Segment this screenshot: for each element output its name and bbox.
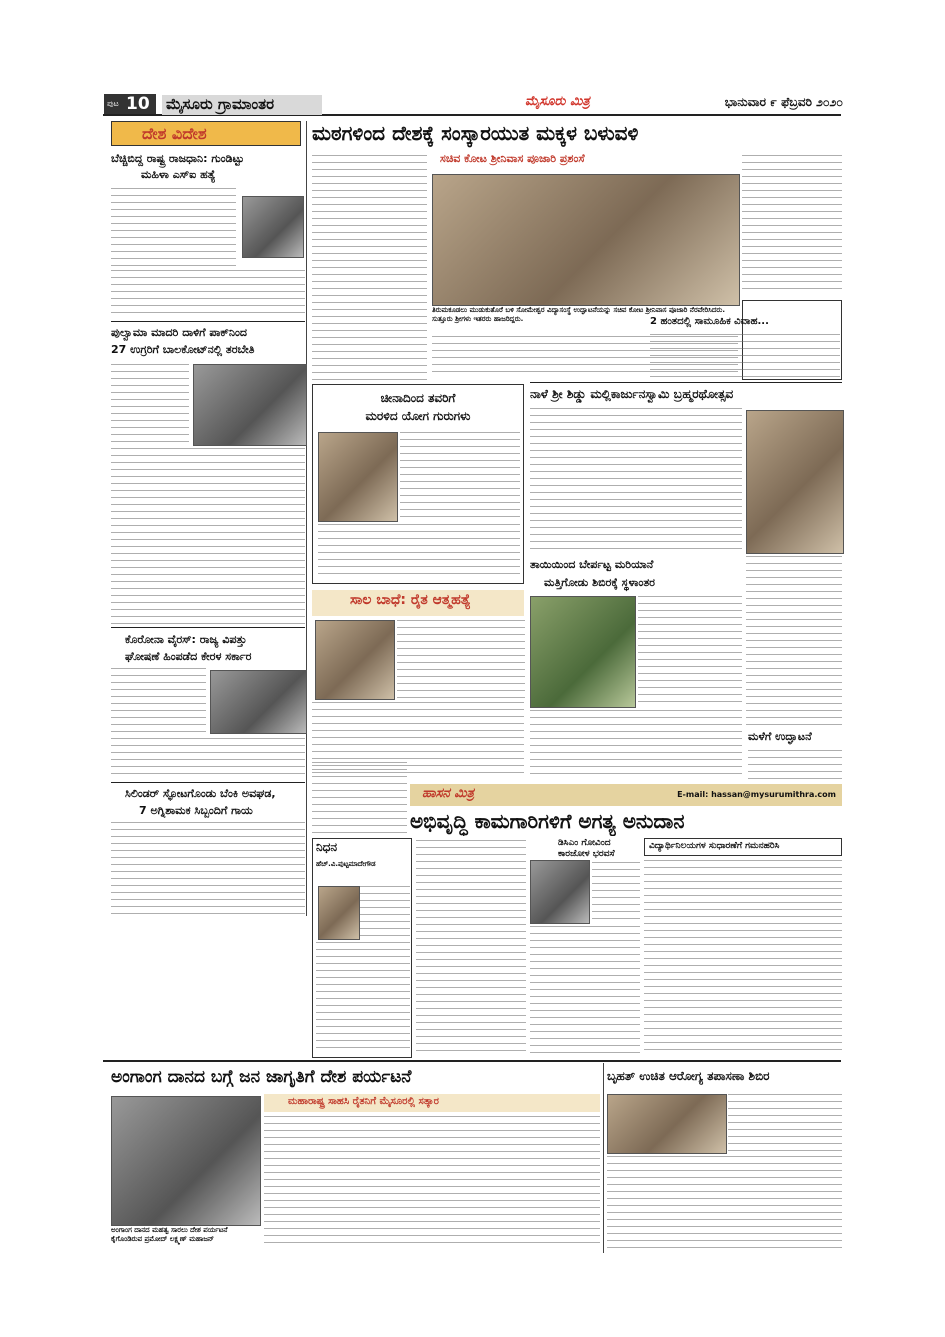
temple-photo: [746, 410, 844, 554]
yoga-body-cont: [318, 524, 520, 580]
story2-body-cont: [111, 448, 305, 624]
obit-neighbor-body: [312, 762, 407, 834]
lead-body-left: [312, 155, 427, 380]
hassan-label: ಹಾಸನ ಮಿತ್ರ: [422, 786, 475, 801]
rain-title: ಮಳೆಗೆ ಉದ್ಘಾಟನೆ: [748, 730, 812, 743]
story1-title: [111, 151, 305, 185]
story1-photo: [242, 196, 304, 258]
yoga-title-line2: ಮರಳಿದ ಯೋಗ ಗುರುಗಳು: [365, 409, 471, 423]
hassan-body-mid: [530, 926, 640, 1056]
dcm-body: [592, 862, 640, 922]
page-label: ಪುಟ: [107, 99, 119, 108]
desha-videsha-label-box: [111, 121, 301, 146]
story3-body-cont: [111, 738, 305, 780]
organ-photo: [111, 1096, 261, 1226]
lead-subhead: ಸಚಿವ ಕೋಟ ಶ್ರೀನಿವಾಸ ಪೂಜಾರಿ ಪ್ರಶಂಸೆ: [440, 152, 585, 165]
masthead: ಮೈಸೂರು ಮಿತ್ರ: [525, 94, 590, 109]
dcm-quote-line1: ಡಿಸಿಎಂ ಗೋವಿಂದ: [558, 838, 611, 848]
brahma-body: [530, 408, 742, 553]
yoga-title-line1: ಚೀನಾದಿಂದ ತವರಿಗೆ: [380, 391, 456, 405]
marriage-title: 2 ಹಂತದಲ್ಲಿ ಸಾಮೂಹಿಕ ವಿವಾಹ...: [650, 316, 769, 327]
elephant-body: [638, 596, 742, 708]
page-number-box: [104, 94, 156, 114]
rain-body: [748, 750, 842, 780]
divider: [530, 382, 842, 383]
lead-subhead-bar: [430, 152, 740, 170]
health-photo: [607, 1094, 727, 1154]
date: ಭಾನುವಾರ ೯ ಫೆಬ್ರವರಿ ೨೦೨೦: [724, 95, 843, 109]
hassan-bar: [410, 784, 842, 806]
section-title: ಮೈಸೂರು ಗ್ರಾಮಾಂತರ: [162, 95, 322, 115]
divider: [111, 627, 305, 628]
health-body: [728, 1094, 842, 1154]
debt-body: [397, 620, 525, 700]
story3-photo: [210, 670, 307, 734]
column-divider: [306, 121, 307, 916]
lead-photo: [432, 174, 740, 306]
story4-title: [111, 785, 305, 819]
dcm-quote: [528, 838, 640, 860]
story3-body: [111, 668, 206, 736]
page-number: 10: [126, 94, 150, 114]
obituary-body: [360, 886, 410, 940]
organ-photo-caption: ಅಂಗಾಂಗ ದಾನದ ಮಹತ್ವ ಸಾರಲು ದೇಶ ಪರ್ಯಟನೆ ಕೈಗೊಂಡಿರುವ ಪ್ರಮೋದ್ ಲಕ್ಷ್ಮಣ್ ಮಹಾಜನ್: [111, 1226, 228, 1243]
story3-title: [111, 631, 305, 665]
health-body-cont: [607, 1156, 842, 1248]
story4-body: [111, 822, 305, 914]
elephant-title-line1: ತಾಯಿಯಿಂದ ಬೇರ್ಪಟ್ಟ ಮರಿಯಾನೆ: [530, 558, 654, 571]
brahma-body-cont: [746, 556, 842, 728]
story3-title-line2: ಘೋಷಣೆ ಹಿಂಪಡೆದ ಕೇರಳ ಸರ್ಕಾರ: [125, 650, 252, 663]
divider: [111, 782, 305, 783]
elephant-title-line2: ಮತ್ತಿಗೋಡು ಶಿಬಿರಕ್ಕೆ ಸ್ಥಳಾಂತರ: [544, 576, 655, 589]
hassan-email: E-mail: hassan@mysurumithra.com: [677, 790, 836, 799]
yoga-photo: [318, 432, 398, 522]
hassan-body-left: [416, 840, 526, 1056]
story4-title-line1: ಸಿಲಿಂಡರ್ ಸ್ಫೋಟಗೊಂಡು ಬೆಂಕಿ ಅವಘಡ,: [125, 787, 276, 800]
story1-body-cont: [111, 270, 305, 318]
lead-headline: ಮಠಗಳಿಂದ ದೇಶಕ್ಕೆ ಸಂಸ್ಕಾರಯುತ ಮಕ್ಕಳ ಬಳುವಳಿ: [312, 121, 639, 145]
obituary-photo: [318, 886, 360, 940]
dcm-quote-line2: ಕಾರಜೋಳ ಭರವಸೆ: [558, 849, 615, 859]
elephant-body-cont: [530, 710, 742, 780]
health-headline: ಬೃಹತ್ ಉಚಿತ ಆರೋಗ್ಯ ತಪಾಸಣಾ ಶಿಬಿರ: [607, 1069, 770, 1083]
story2-title-line2: 27 ಉಗ್ರರಿಗೆ ಬಾಲಕೋಟ್‌ನಲ್ಲಿ ತರಬೇತಿ: [111, 343, 255, 356]
elephant-title: [530, 556, 742, 592]
story1-body: [111, 188, 236, 268]
divider: [111, 321, 305, 322]
brahma-title: ನಾಳೆ ಶ್ರೀ ಶಿಡ್ಡು ಮಲ್ಲಿಕಾರ್ಜುನಸ್ವಾಮಿ ಬ್ರಹ್ಮರಥೋತ್ಸವ: [530, 387, 734, 401]
elephant-photo: [530, 596, 636, 708]
organ-headline: ಅಂಗಾಂಗ ದಾನದ ಬಗ್ಗೆ ಜನ ಜಾಗೃತಿಗೆ ದೇಶ ಪರ್ಯಟನೆ: [111, 1067, 412, 1087]
divider: [103, 1060, 841, 1062]
obituary-title: ನಿಧನ: [316, 840, 338, 854]
organ-subhead: ಮಹಾರಾಷ್ಟ್ರ ಸಾಹಸಿ ರೈತನಿಗೆ ಮೈಸೂರಲ್ಲಿ ಸತ್ಕಾರ: [288, 1096, 439, 1107]
column-divider: [603, 1063, 604, 1253]
story2-body: [111, 364, 189, 446]
obituary-body-cont: [316, 942, 410, 1054]
story2-photo: [193, 364, 307, 446]
lead-photo-caption: ತಿರುಮಕೂಡಲು ಮುಡುಕುತೊರೆ ಬಳಿ ಸೋಮೇಶ್ವರ ವಿದ್ಯಾಸಂಸ್ಥೆ ಉದ್ಘಾಟನೆಯನ್ನು ಸಚಿವ ಕೋಟ ಶ್ರೀನಿವಾಸ ಪೂಜಾರಿ ನೆರವೇರಿಸಿದರು. ಸುತ್ತೂರು ಶ್ರೀಗಳು ಇತರರು ಹಾಜರಿದ್ದರು.: [432, 306, 725, 323]
story3-title-line1: ಕೊರೋನಾ ವೈರಸ್: ರಾಜ್ಯ ವಿಪತ್ತು: [125, 633, 247, 646]
yoga-body: [400, 432, 520, 522]
organ-subhead-bar: [264, 1094, 600, 1112]
lead-body-right: [742, 155, 842, 295]
dcm-photo: [530, 860, 590, 924]
hostel-title-box: [644, 838, 842, 856]
desha-videsha-label: ದೇಶ ವಿದೇಶ: [142, 124, 207, 143]
story1-title-line1: ಬೆಚ್ಚಿಬಿದ್ದ ರಾಷ್ಟ್ರ ರಾಜಧಾನಿ: ಗುಂಡಿಟ್ಟು: [111, 152, 245, 165]
story2-title: [111, 324, 305, 360]
story2-title-line1: ಪುಲ್ವಾಮಾ ಮಾದರಿ ದಾಳಿಗೆ ಪಾಕ್‌ನಿಂದ: [111, 326, 247, 339]
debt-photo: [315, 620, 395, 700]
debt-title-box: [312, 590, 524, 616]
story1-title-line2: ಮಹಿಳಾ ಎಸ್‌ಐ ಹತ್ಯೆ: [141, 168, 216, 181]
debt-title: ಸಾಲ ಬಾಧೆ: ರೈತ ಆತ್ಮಹತ್ಯೆ: [350, 592, 471, 608]
yoga-title: [313, 389, 523, 425]
hassan-headline: ಅಭಿವೃದ್ಧಿ ಕಾಮಗಾರಿಗಳಿಗೆ ಅಗತ್ಯ ಅನುದಾನ: [410, 809, 685, 833]
hostel-body: [644, 860, 842, 1056]
hostel-title: ವಿದ್ಯಾರ್ಥಿನಿಲಯಗಳ ಸುಧಾರಣೆಗೆ ಗಮನಹರಿಸಿ: [649, 841, 780, 851]
marriage-body: [650, 334, 840, 378]
story4-title-line2: 7 ಅಗ್ನಿಶಾಮಕ ಸಿಬ್ಬಂದಿಗೆ ಗಾಯ: [139, 804, 253, 817]
obituary-name: ಹೆಚ್.ವಿ.ಪುಟ್ಟಮಾದೇಗೌಡ: [316, 860, 376, 868]
organ-body: [264, 1116, 600, 1248]
